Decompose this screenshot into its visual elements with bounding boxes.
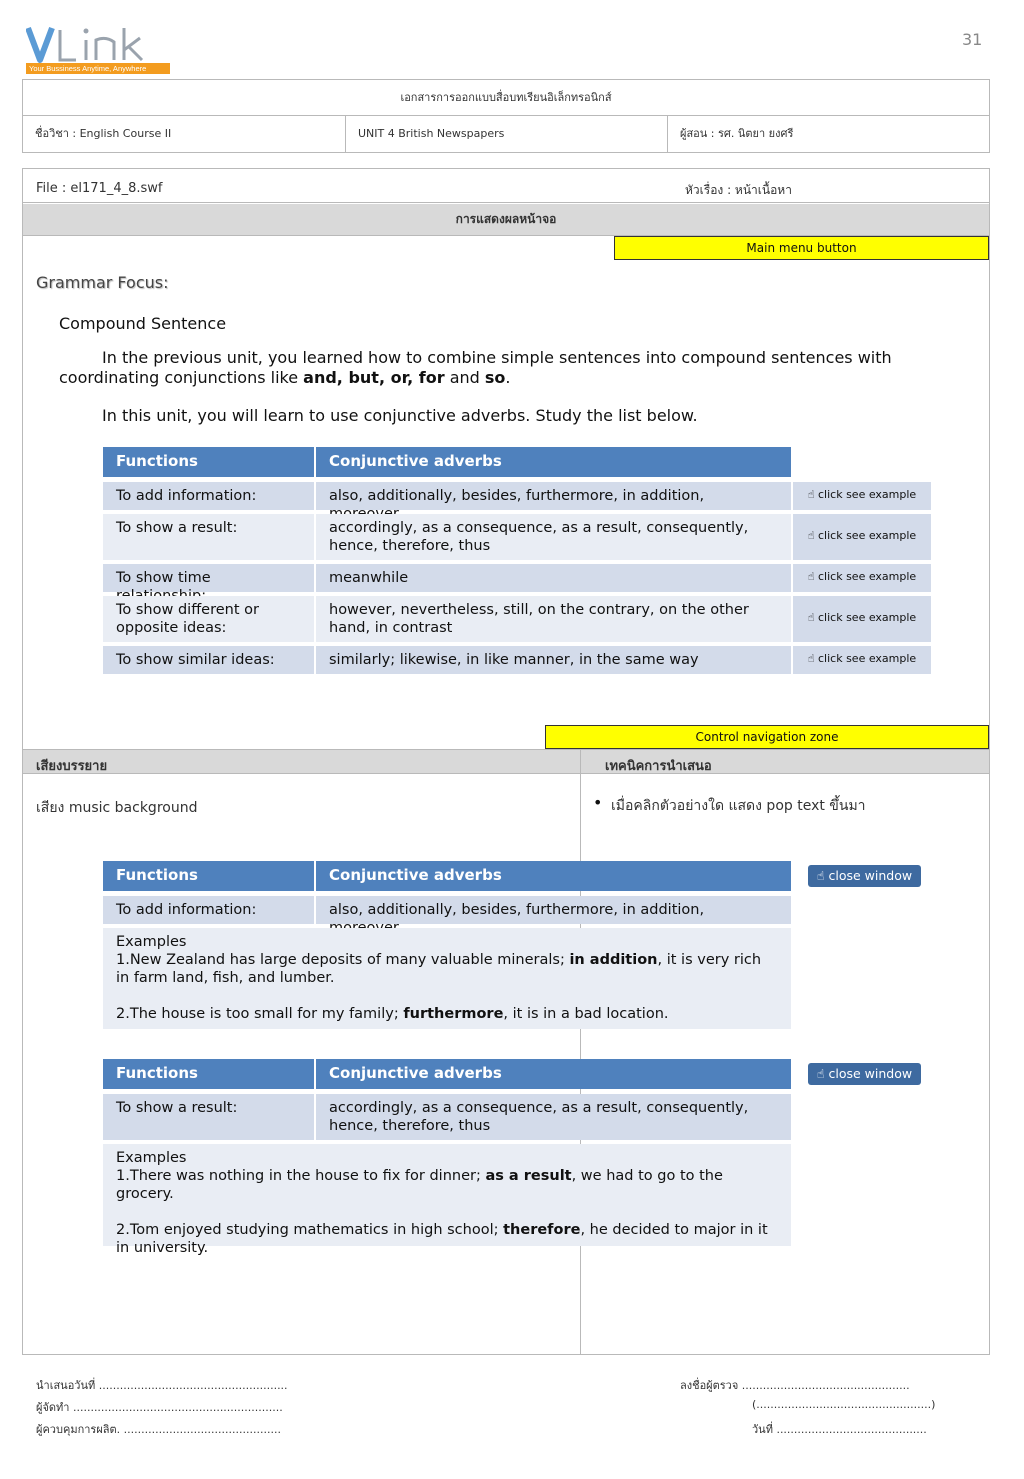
control-navigation-zone[interactable]: Control navigation zone [545, 725, 989, 749]
see-example-label: click see example [818, 611, 917, 624]
review-date-line: วันที่ ........................................... [752, 1423, 927, 1436]
intro-paragraph [59, 348, 959, 388]
reviewer-name-line: (..................................................) [752, 1398, 936, 1411]
popup-header-functions: Functions [103, 861, 314, 891]
see-example-button[interactable] [793, 514, 931, 560]
pane-header-bar [23, 749, 989, 774]
sound-description: เสียง music background [36, 800, 198, 816]
main-menu-button[interactable]: Main menu button [614, 236, 989, 260]
close-window-button[interactable] [808, 865, 921, 887]
table-cell-adverbs: meanwhile [316, 564, 791, 592]
see-example-label: click see example [818, 570, 917, 583]
topic-label: หัวเรื่อง : หน้าเนื้อหา [685, 183, 792, 197]
table-cell-function: To show time [103, 564, 314, 592]
bullet-icon: • [593, 793, 603, 812]
see-example-button[interactable] [793, 482, 931, 510]
table-cell-adverbs: accordingly, as a consequence, as a result, consequently, hence, therefore, thus [316, 514, 791, 560]
example-text: , he decided to major in it in university. [116, 1222, 768, 1256]
file-name: File : el171_4_8.swf [36, 181, 163, 196]
example-1 [116, 1167, 778, 1203]
maker-line: ผู้จัดทำ ............................................................ [36, 1401, 283, 1414]
para-text: In the previous unit, you learned how to combine simple sentences into compound sentences with coordinating conjunctions like [59, 348, 892, 387]
pane-divider [580, 749, 581, 1354]
pointer-icon: ☝ [807, 570, 818, 583]
document-title: เอกสารการออกแบบสื่อบทเรียนอิเล็กทรอนิกส์ [23, 80, 989, 116]
see-example-button[interactable] [793, 596, 931, 642]
table-cell-adverbs: similarly; likewise, in like manner, in the same way [316, 646, 791, 674]
popup-cell-function: To show a result: [103, 1094, 314, 1140]
spacer [116, 1203, 778, 1221]
logo-tagline: Your Bussiness Anytime, Anywhere [26, 63, 170, 74]
examples-label: Examples [116, 1150, 187, 1166]
table-cell-function: To add information: [103, 482, 314, 510]
popup-header-functions: Functions [103, 1059, 314, 1089]
example-keyword: in addition [569, 952, 658, 968]
example-2 [116, 1005, 778, 1023]
para-text: . [505, 368, 511, 387]
example-text: 2.The house is too small for my family; [116, 1006, 404, 1022]
study-paragraph: In this unit, you will learn to use conjunctive adverbs. Study the list below. [102, 406, 698, 425]
example-1 [116, 951, 778, 987]
see-example-label: click see example [818, 488, 917, 501]
popup-cell-function: To add information: [103, 896, 314, 924]
table-cell-function: To show a result: [103, 514, 314, 560]
narration-title: เสียงบรรยาย [36, 759, 108, 774]
see-example-button[interactable] [793, 646, 931, 674]
close-window-label: close window [828, 868, 913, 883]
example-text: 1.There was nothing in the house to fix for dinner; [116, 1168, 486, 1184]
example-keyword: furthermore [403, 1006, 504, 1022]
instructor-cell: ผู้สอน : รศ. นิตยา ยงศรี [680, 127, 794, 140]
close-window-label: close window [828, 1066, 913, 1081]
example-text: 1.New Zealand has large deposits of many valuable minerals; [116, 952, 570, 968]
pointer-icon: ☝ [807, 611, 818, 624]
grammar-focus-heading: Grammar Focus: [36, 273, 169, 292]
table-header-adverbs: Conjunctive adverbs [316, 447, 791, 477]
example-text: 2.Tom enjoyed studying mathematics in high school; [116, 1222, 504, 1238]
popup-cell-adverbs: accordingly, as a consequence, as a result, consequently, hence, therefore, thus [316, 1094, 791, 1140]
table-cell-function: To show different or opposite ideas: [103, 596, 314, 642]
page-number: 31 [962, 30, 983, 49]
table-cell-function: To show similar ideas: [103, 646, 314, 674]
unit-cell: UNIT 4 British Newspapers [358, 127, 505, 140]
producer-line: ผู้ควบคุมการผลิต. ............................................. [36, 1423, 281, 1436]
see-example-label: click see example [818, 529, 917, 542]
pointer-icon: ☝ [816, 868, 829, 883]
example-keyword: as a result [485, 1168, 572, 1184]
example-text: , it is very rich in farm land, fish, and lumber. [116, 952, 762, 986]
pointer-icon: ☝ [807, 652, 818, 665]
conjunction-so: so [484, 368, 506, 387]
table-header-functions: Functions [103, 447, 314, 477]
file-row [23, 169, 989, 203]
pointer-icon: ☝ [807, 488, 818, 501]
para-text: and [444, 368, 485, 387]
compound-sentence-heading: Compound Sentence [59, 314, 227, 333]
example-text: , it is in a bad location. [503, 1006, 669, 1022]
conjunction-list: and, but, or, for [303, 368, 445, 387]
see-example-button[interactable] [793, 564, 931, 592]
popup-header-adverbs: Conjunctive adverbs [316, 1059, 791, 1089]
example-2 [116, 1221, 778, 1257]
close-window-button[interactable] [808, 1063, 921, 1085]
example-text: , we had to go to the grocery. [116, 1168, 723, 1202]
technique-description: เมื่อคลิกตัวอย่างใด แสดง pop text ขึ้นมา [611, 798, 866, 814]
pointer-icon: ☝ [816, 1066, 829, 1081]
popup-cell-adverbs: also, additionally, besides, furthermore, in addition, [316, 896, 791, 924]
reviewer-signature-line: ลงชื่อผู้ตรวจ ................................................ [680, 1379, 910, 1392]
examples-label: Examples [116, 934, 187, 950]
popup-examples [103, 928, 791, 1029]
spacer [116, 987, 778, 1005]
see-example-label: click see example [818, 652, 917, 665]
table-cell-adverbs: however, nevertheless, still, on the contrary, on the other hand, in contrast [316, 596, 791, 642]
technique-title: เทคนิคการนำเสนอ [605, 759, 712, 774]
table-cell-adverbs: also, additionally, besides, furthermore, in addition, [316, 482, 791, 510]
popup-header-adverbs: Conjunctive adverbs [316, 861, 791, 891]
display-section-title: การแสดงผลหน้าจอ [23, 204, 989, 236]
pointer-icon: ☝ [807, 529, 818, 542]
popup-examples [103, 1144, 791, 1256]
subject-cell: ชื่อวิชา : English Course II [35, 127, 172, 140]
example-keyword: therefore [503, 1222, 581, 1238]
presented-date-line: นำเสนอวันที่ ...................................................... [36, 1379, 288, 1392]
